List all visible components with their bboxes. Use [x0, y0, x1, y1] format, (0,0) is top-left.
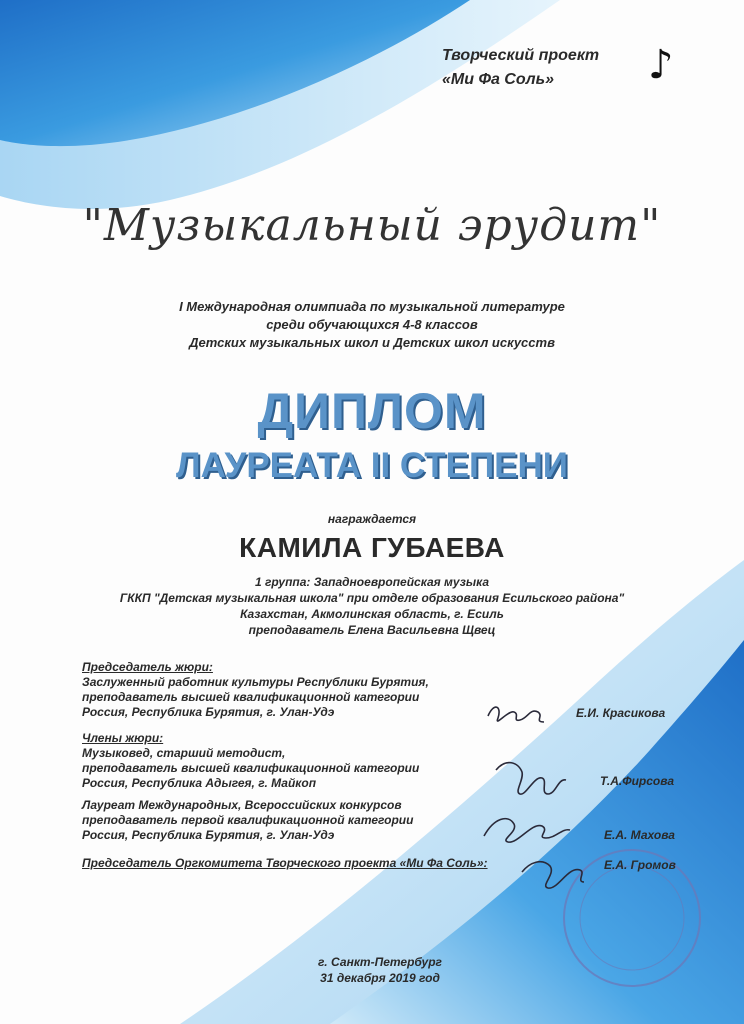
diploma-heading: ДИПЛОМ	[257, 383, 487, 439]
recipient-location: Казахстан, Акмолинская область, г. Есиль	[240, 607, 504, 621]
jury-members-heading: Члены жюри:	[82, 731, 164, 745]
jury-member-line: преподаватель высшей квалификационной категории	[82, 761, 420, 775]
signature-1	[488, 707, 544, 722]
olympiad-subtitle	[40, 298, 704, 352]
jury-member-line: Лауреат Международных, Всероссийских конкурсов	[82, 798, 402, 812]
jury-chair-heading: Председатель жюри:	[82, 660, 213, 674]
footer-city: г. Санкт-Петербург	[318, 955, 442, 969]
olympiad-title: "Музыкальный эрудит"	[82, 200, 662, 251]
jury-member-line: Музыковед, старший методист,	[82, 746, 286, 760]
jury-member-1-block	[82, 731, 419, 791]
jury-member-2-block	[82, 798, 413, 843]
jury-chair-line: Россия, Республика Бурятия, г. Улан-Удэ	[82, 705, 335, 719]
project-label	[442, 44, 642, 92]
org-chair-name: Е.А. Громов	[604, 858, 676, 872]
jury-chair-line: Заслуженный работник культуры Республики Бурятия,	[82, 675, 429, 689]
recipient-details	[40, 574, 704, 638]
recipient-teacher: преподаватель Елена Васильевна Щвец	[248, 623, 496, 637]
recipient-name: КАМИЛА ГУБАЕВА	[239, 532, 505, 563]
recipient-group: 1 группа: Западноевропейская музыка	[254, 575, 490, 589]
footer	[230, 954, 530, 986]
jury-chair-name: Е.И. Красикова	[576, 706, 666, 720]
subtitle-line-2: среди обучающихся 4-8 классов	[266, 317, 478, 332]
jury-member-2-name: Е.А. Махова	[604, 828, 675, 842]
jury-member-line: Россия, Республика Адыгея, г. Майкоп	[82, 776, 317, 790]
project-line-1: Творческий проект	[442, 47, 600, 64]
diploma-degree: ЛАУРЕАТА II СТЕПЕНИ	[176, 446, 568, 485]
org-chair-heading: Председатель Оргкомитета Творческого проекта «Ми Фа Соль»:	[82, 856, 488, 870]
footer-date: 31 декабря 2019 год	[320, 971, 440, 985]
jury-chair-line: преподаватель высшей квалификационной категории	[82, 690, 420, 704]
subtitle-line-3: Детских музыкальных школ и Детских школ искусств	[189, 335, 555, 350]
eighth-note-icon: ♪	[648, 42, 674, 88]
awarded-label: награждается	[327, 512, 417, 526]
subtitle-line-1: I Международная олимпиада по музыкальной литературе	[179, 299, 565, 314]
recipient-school: ГККП "Детская музыкальная школа" при отделе образования Есильского района"	[119, 591, 625, 605]
jury-member-1-name: Т.А.Фирсова	[600, 774, 675, 788]
jury-member-line: преподаватель первой квалификационной категории	[82, 813, 414, 827]
jury-chair-block	[82, 660, 429, 720]
jury-member-line: Россия, Республика Бурятия, г. Улан-Удэ	[82, 828, 335, 842]
project-line-2: «Ми Фа Соль»	[442, 71, 554, 88]
